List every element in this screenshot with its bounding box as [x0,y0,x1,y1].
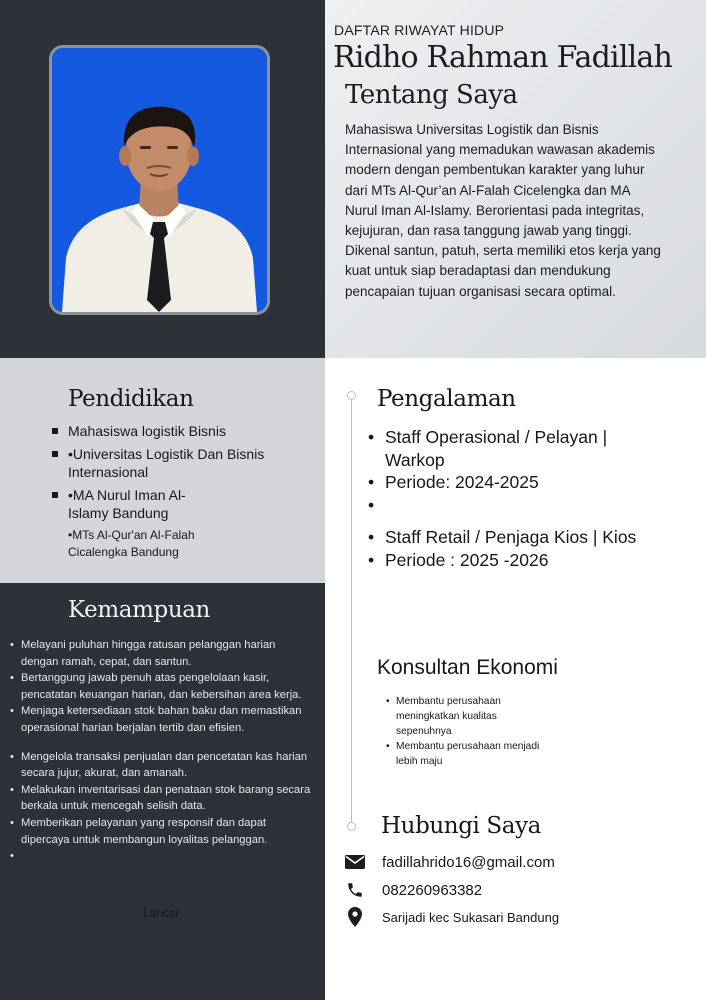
skills-title: Kemampuan [68,597,210,623]
about-text: Mahasiswa Universitas Logistik dan Bisnis Internasional yang memadukan wawasan akademis modern dengan pembentukan karakter yang luhur dari MTs Al-Qur’an Al-Falah Cicelengka dan MA Nurul Iman Al-Islamy. Berorientasi pada integritas, kejujuran, dan rasa tanggung jawab yang tinggi. Dikenal santun, patuh, serta memiliki etos kerja yang kuat untuk siap beradaptasi dan mendukung pencapaian tujuan organisasi secara optimal. [345,122,661,299]
skill-item: • Mengelola transaksi penjualan dan pencetatan kas harian secara jujur, akurat, dan amanah. [10,749,312,782]
map-pin-icon [345,907,365,927]
experience-title: Pengalaman [377,386,516,412]
skill-item: • Melakukan inventarisasi dan penataan stok barang secara berkala untuk mencegah selisih data. [10,782,312,815]
education-title: Pendidikan [68,386,194,412]
about-title: Tentang Saya [345,80,518,110]
experience-item: • Staff Operasional / Pelayan | Warkop [368,426,658,471]
skill-level-label: Lancar [143,906,180,920]
consultant-item: • Membantu perusahaan meningkatkan kualitas sepenuhnya [386,694,546,739]
experience-item: • Staff Retail / Penjaga Kios | Kios [368,526,658,549]
education-item: •MA Nurul Iman Al-Islamy Bandung [52,486,222,523]
contact-phone-text: 082260963382 [382,881,483,899]
consultant-title: Konsultan Ekonomi [377,656,558,679]
skills-list [10,637,312,865]
person-name: Ridho Rahman Fadillah [333,40,673,75]
consultant-list [386,694,546,769]
education-sub-item: •MTs Al-Qur'an Al-Falah Cicalengka Bandung [68,528,195,559]
education-list [52,422,314,527]
timeline-dot [347,391,356,400]
timeline-line [351,398,352,826]
experience-job-2 [368,526,658,571]
contact-address [345,906,559,928]
contact-email-text: fadillahrido16@gmail.com [382,853,555,871]
skill-item [10,848,312,865]
phone-icon [345,880,365,900]
contact-address-text: Sarijadi kec Sukasari Bandung [382,909,560,925]
experience-item: • Periode: 2024-2025 [368,471,658,494]
timeline-dot [347,822,356,831]
contact-email[interactable] [345,851,555,873]
contact-phone[interactable] [345,879,482,901]
profile-photo [49,45,270,315]
contact-title: Hubungi Saya [381,813,541,839]
consultant-item: • Membantu perusahaan menjadi lebih maju [386,739,546,769]
skill-item: • Melayani puluhan hingga ratusan pelanggan harian dengan ramah, cepat, dan santun. [10,637,312,670]
skill-item: • Menjaga ketersediaan stok bahan baku dan memastikan operasional harian berjalan tertib dan efisien. [10,703,312,736]
skill-item: • Memberikan pelayanan yang responsif dan dapat dipercaya untuk membangun loyalitas pelanggan. [10,815,312,848]
experience-job-1 [368,426,658,516]
skill-item: • Bertanggung jawab penuh atas pengelolaan kasir, pencatatan keuangan harian, dan kebersihan area kerja. [10,670,312,703]
envelope-icon [345,852,365,872]
experience-item: • Periode : 2025 -2026 [368,549,658,572]
education-item: Mahasiswa logistik Bisnis [52,422,314,441]
experience-item [368,494,658,516]
education-item: •Universitas Logistik Dan Bisnis Internasional [52,445,314,482]
document-label: DAFTAR RIWAYAT HIDUP [334,22,505,38]
